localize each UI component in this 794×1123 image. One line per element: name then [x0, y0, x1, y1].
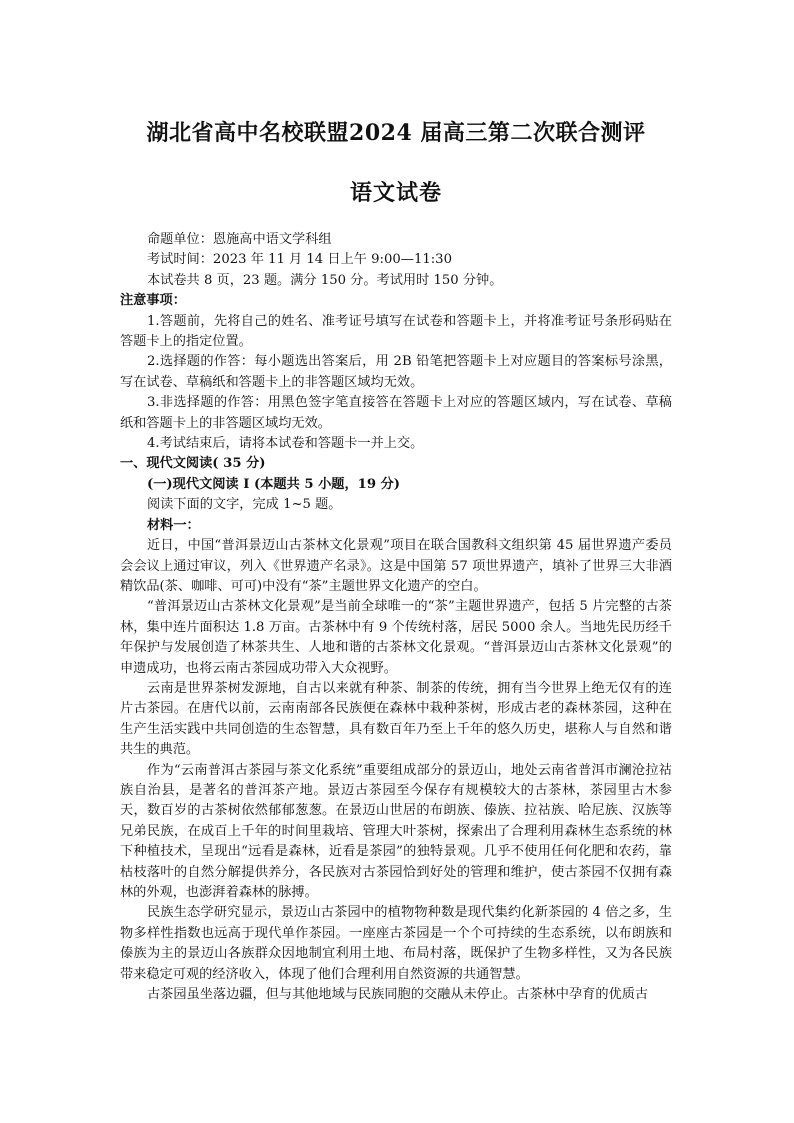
material-heading: 材料一：: [147, 517, 200, 533]
notice-item: 1.答题前，先将自己的姓名、准考证号填写在试卷和答题卡上，并将准考证号条形码贴在答题卡上的指定位置。: [120, 313, 672, 350]
notice-item: 2.选择题的作答：每小题选出答案后，用 2B 铅笔把答题卡上对应题目的答案标号涂黑，写在试卷、草稿纸和答题卡上的非答题区域均无效。: [120, 354, 672, 390]
meta-time: 考试时间：2023 年 11 月 14 日上午 9:00—11:30: [147, 252, 452, 268]
material-paragraph: “普洱景迈山古茶林文化景观”是当前全球唯一的“茶”主题世界遗产，包括 5 片完整的古茶林，集中连片面积达 1.8 万亩。古茶林中有 9 个传统村落，居民 5000 余人。当地先民历经千年保护与发展创造了林茶共生、人地和谐的古茶林文化景观。“普洱景迈山古茶林文化景观”的申遗成功，也将云南古茶园成功带入大众视野。: [120, 599, 672, 676]
subsection-heading: (一)现代文阅读 I (本题共 5 小题，19 分): [147, 476, 401, 492]
meta-info: 本试卷共 8 页，23 题。满分 150 分。考试用时 150 分钟。: [147, 272, 503, 288]
material-paragraph: 古茶园虽坐落边疆，但与其他地域与民族同胞的交融从未停止。古茶林中孕育的优质古: [147, 987, 649, 1003]
notice-item: 3.非选择题的作答：用黑色签字笔直接答在答题卡上对应的答题区域内，写在试卷、草稿纸和答题卡上的非答题区域均无效。: [120, 395, 672, 431]
material-paragraph: 民族生态学研究显示，景迈山古茶园中的植物物种数是现代集约化新茶园的 4 倍之多，生物多样性指数也远高于现代单作茶园。一座座古茶园是一个个可持续的生态系统，以布朗族和傣族为主的景迈山各族群众因地制宜利用土地、布局村落，既保护了生物多样性，又为各民族带来稳定可观的经济收入，体现了他们合理利用自然资源的共通智慧。: [120, 905, 672, 982]
notice-heading: 注意事项：: [120, 293, 186, 309]
section-heading: 一、现代文阅读( 35 分): [120, 456, 266, 472]
material-paragraph: 作为“云南普洱古茶园与茶文化系统”重要组成部分的景迈山，地处云南省普洱市澜沧拉祜族自治县，是著名的普洱茶产地。景迈古茶园至今保存有规模较大的古茶林，茶园里古木参天，数百岁的古茶树依然郁郁葱葱。在景迈山世居的布朗族、傣族、拉祜族、哈尼族、汉族等兄弟民族，在成百上千年的时间里栽培、管理大叶茶树，探索出了合理利用森林生态系统的林下种植技术，呈现出“远看是森林，近看是茶园”的独特景观。几乎不使用任何化肥和农药，靠枯枝落叶的自然分解提供养分，各民族对古茶园恰到好处的管理和维护，使古茶园不仅拥有森林的外观，也澎湃着森林的脉搏。: [120, 762, 672, 900]
material-paragraph: 云南是世界茶树发源地，自古以来就有种茶、制茶的传统，拥有当今世界上绝无仅有的连片古茶园。在唐代以前，云南南部各民族便在森林中栽种茶树，形成古老的森林茶园，这种在生产生活实践中共同创造的生态智慧，具有数百年乃至上千年的悠久历史，堪称人与自然和谐共生的典范。: [120, 680, 672, 758]
material-paragraph: 近日，中国“普洱景迈山古茶林文化景观”项目在联合国教科文组织第 45 届世界遗产委员会会议上通过审议，列入《世界遗产名录》。这是中国第 57 项世界遗产，填补了世界三大非酒精饮品(茶、咖啡、可可)中没有“茶”主题世界文化遗产的空白。: [120, 538, 672, 594]
exam-title: 湖北省高中名校联盟2024 届高三第二次联合测评: [146, 120, 646, 146]
reading-instruction: 阅读下面的文字，完成 1~5 题。: [147, 497, 342, 513]
exam-subtitle: 语文试卷: [349, 180, 442, 206]
notice-item: 4.考试结束后，请将本试卷和答题卡一并上交。: [147, 436, 424, 452]
meta-unit: 命题单位：恩施高中语文学科组: [147, 232, 332, 247]
